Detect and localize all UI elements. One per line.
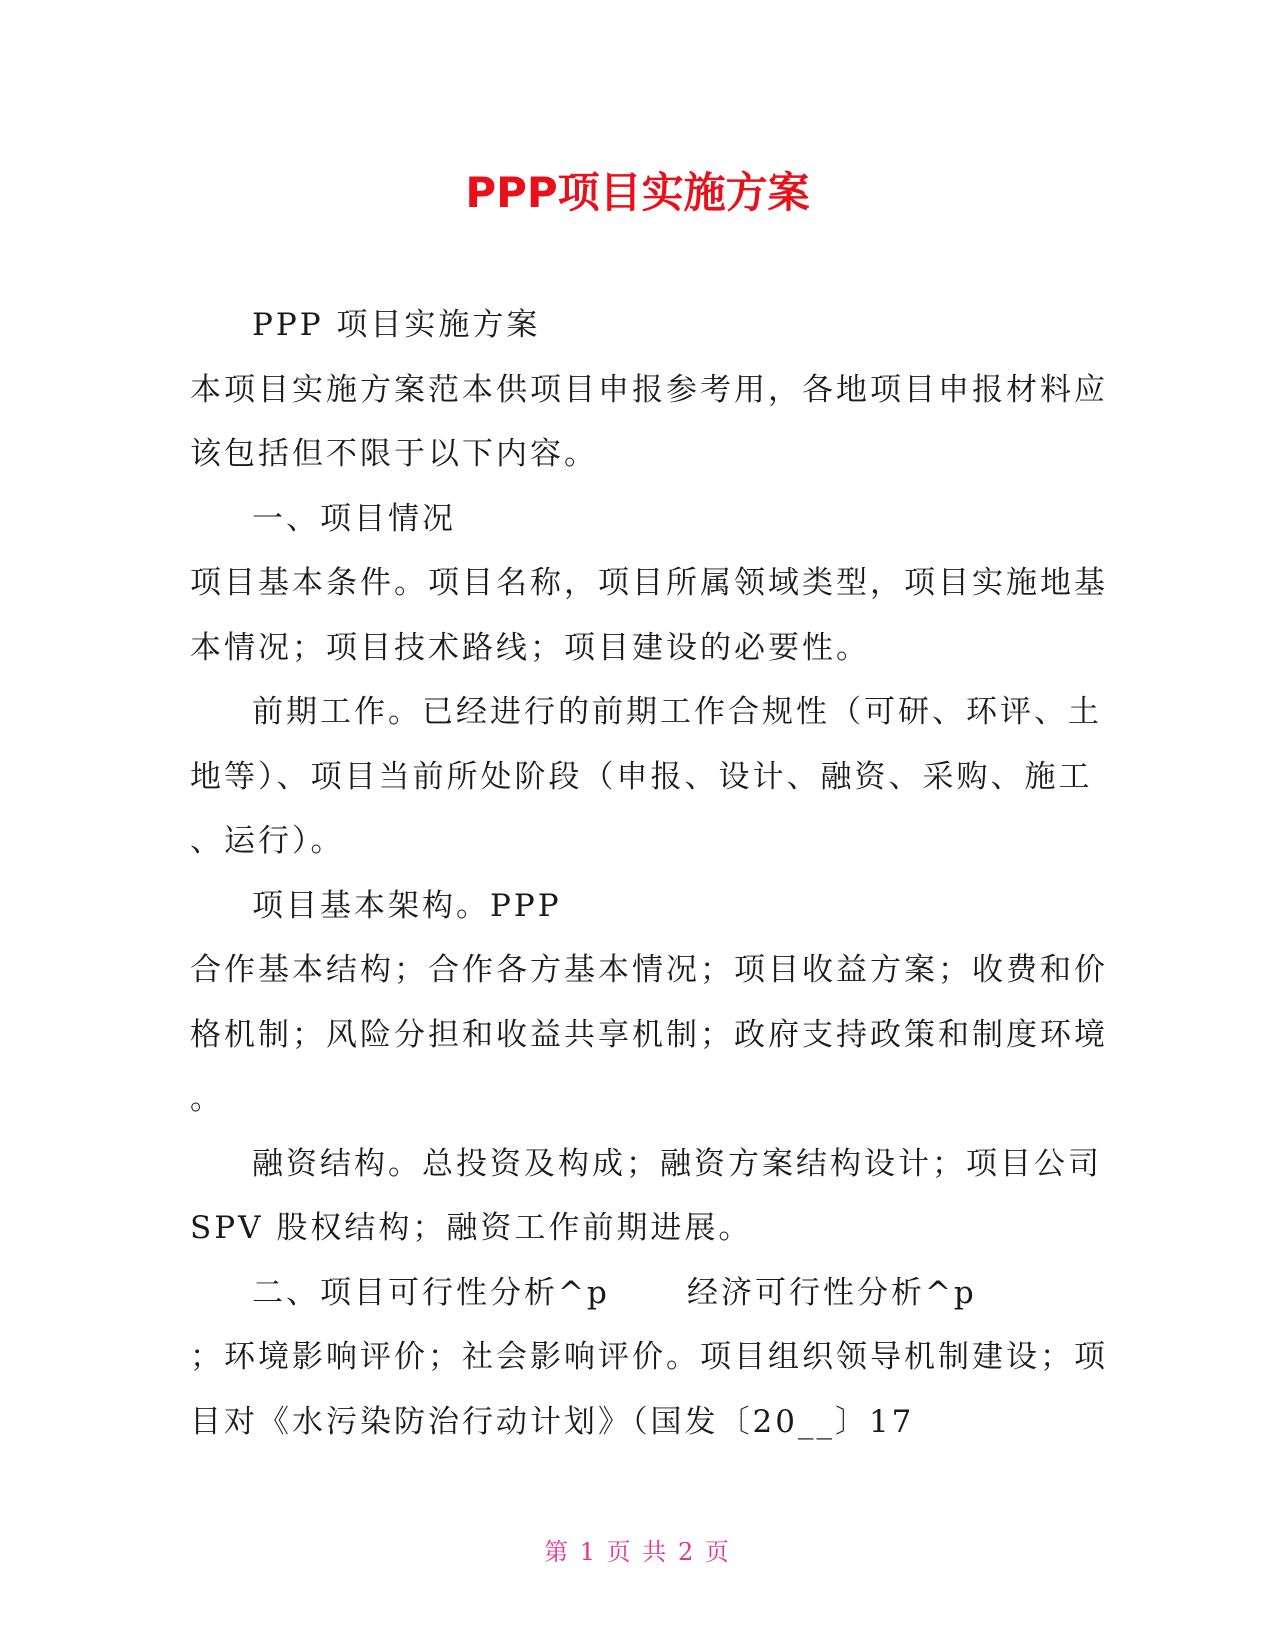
paragraph-line: 格机制；风险分担和收益共享机制；政府支持政策和制度环境 (190, 1016, 1108, 1053)
paragraph-line: 本项目实施方案范本供项目申报参考用，各地项目申报材料应 (190, 371, 1108, 408)
paragraph-line: SPV 股权结构；融资工作前期进展。 (190, 1210, 753, 1246)
paragraph-line: 。 (190, 1081, 224, 1117)
paragraph-line: 合作基本结构；合作各方基本情况；项目收益方案；收费和价 (190, 952, 1108, 988)
paragraph-line: 本情况；项目技术路线；项目建设的必要性。 (190, 629, 870, 666)
page-footer: 第 1 页 共 2 页 (544, 1538, 731, 1566)
paragraph-line: 融资结构。总投资及构成；融资方案结构设计；项目公司 (252, 1145, 1102, 1182)
paragraph-line: 前期工作。已经进行的前期工作合规性（可研、环评、土 (252, 694, 1102, 730)
paragraph-line: 目对《水污染防治行动计划》（国发〔20__〕17 (190, 1403, 915, 1440)
section-heading: 二、项目可行性分析^p 经济可行性分析^p (252, 1274, 977, 1311)
paragraph-line: 、运行）。 (190, 823, 345, 859)
paragraph-line: 该包括但不限于以下内容。 (190, 436, 598, 472)
paragraph-line: PPP 项目实施方案 (252, 307, 541, 343)
paragraph-line: 地等）、项目当前所处阶段（申报、设计、融资、采购、施工 (190, 758, 1093, 795)
paragraph-line: 项目基本条件。项目名称，项目所属领域类型，项目实施地基 (190, 565, 1108, 601)
document-title: PPP项目实施方案 (465, 168, 810, 217)
paragraph-line: 项目基本架构。PPP (252, 887, 562, 924)
section-heading: 一、项目情况 (252, 500, 456, 537)
paragraph-line: ；环境影响评价；社会影响评价。项目组织领导机制建设；项 (190, 1339, 1108, 1375)
document-body (190, 293, 1108, 1454)
